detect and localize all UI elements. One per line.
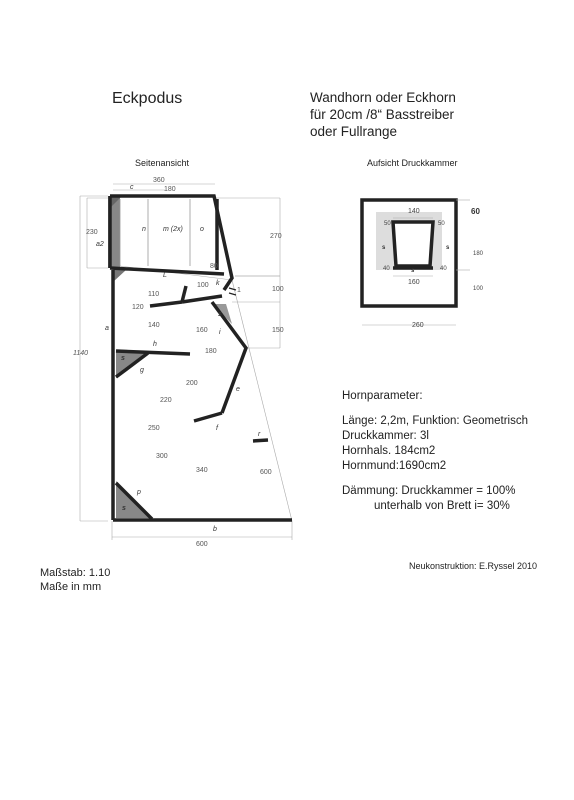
part-j: j <box>184 292 186 299</box>
dim-300: 300 <box>156 453 168 460</box>
top-dim-140: 140 <box>408 208 420 215</box>
part-L: L <box>163 272 167 279</box>
part-s-i: s <box>218 311 222 318</box>
part-s-g: s <box>121 355 125 362</box>
dim-180-inner: 180 <box>205 348 217 355</box>
top-s-bottom: s <box>411 268 415 274</box>
part-e: e <box>236 386 240 393</box>
dim-110: 110 <box>148 291 160 298</box>
top-view-label: Aufsicht Druckkammer <box>367 158 458 168</box>
params-gap-2 <box>342 474 528 484</box>
dim-100-inner: 100 <box>197 282 209 289</box>
horn-parameters <box>342 389 528 514</box>
top-dim-60: 60 <box>471 207 480 216</box>
dim-270: 270 <box>270 233 282 240</box>
dim-360: 360 <box>153 177 165 184</box>
dim-200: 200 <box>186 380 198 387</box>
top-dim-180: 180 <box>473 251 484 257</box>
dim-1: 1 <box>237 287 241 294</box>
part-r: r <box>258 431 261 438</box>
dim-230: 230 <box>86 229 98 236</box>
dim-150: 150 <box>272 327 284 334</box>
part-f: f <box>216 425 218 432</box>
part-i: i <box>219 329 221 336</box>
part-h: h <box>153 341 157 348</box>
top-s-right: s <box>446 245 450 251</box>
top-dim-100: 100 <box>473 286 484 292</box>
subtitle-line-2: für 20cm /8“ Basstreiber <box>310 107 455 122</box>
part-a: a <box>105 325 109 332</box>
chamber-inner <box>393 222 433 266</box>
top-dim-50-left: 50 <box>384 221 391 227</box>
params-length: Länge: 2,2m, Funktion: Geometrisch <box>342 415 529 427</box>
params-throat: Hornhals. 184cm2 <box>342 445 436 457</box>
part-a2: a2 <box>96 241 104 248</box>
dim-120: 120 <box>132 304 144 311</box>
page-title: Eckpodus <box>112 90 183 107</box>
dim-140: 140 <box>148 322 160 329</box>
corner-fill-l <box>113 270 126 282</box>
part-p: p <box>137 489 141 496</box>
top-dim-50-right: 50 <box>438 221 445 227</box>
part-m: m (2x) <box>163 226 183 233</box>
top-s-left: s <box>382 245 386 251</box>
params-damping-1: Dämmung: Druckkammer = 100% <box>342 485 516 497</box>
params-mouth: Hornmund:1690cm2 <box>342 460 447 472</box>
top-dim-40-left: 40 <box>383 266 390 272</box>
part-c: c <box>130 184 134 191</box>
top-view-drawing <box>340 190 500 340</box>
top-dim-160: 160 <box>408 279 420 286</box>
params-heading: Hornparameter: <box>342 390 423 402</box>
params-gap-1 <box>342 404 528 414</box>
dim-220: 220 <box>160 397 172 404</box>
part-n: n <box>142 226 146 233</box>
subtitle-line-1: Wandhorn oder Eckhorn <box>310 90 456 105</box>
scale-line-2: Maße in mm <box>40 581 102 593</box>
subtitle-line-3: oder Fullrange <box>310 124 398 139</box>
scale-line-1: Maßstab: 1.10 <box>40 567 111 579</box>
top-dim-260: 260 <box>412 322 424 329</box>
dim-160: 160 <box>196 327 208 334</box>
part-o: o <box>200 226 204 233</box>
dim-180: 180 <box>164 186 176 193</box>
dim-600-bottom: 600 <box>196 541 208 548</box>
dim-80: 80 <box>210 263 218 270</box>
scale-info <box>40 566 110 594</box>
part-k: k <box>216 280 220 287</box>
dim-340: 340 <box>196 467 208 474</box>
params-damping-2: unterhalb von Brett i= 30% <box>374 500 510 512</box>
credit: Neukonstruktion: E.Ryssel 2010 <box>409 561 538 571</box>
dim-1140: 1140 <box>73 350 89 357</box>
top-dim-40-right: 40 <box>440 266 447 272</box>
dim-100-right: 100 <box>272 286 284 293</box>
dim-250: 250 <box>148 425 160 432</box>
dim-600-side: 600 <box>260 469 272 476</box>
part-g: g <box>140 367 144 374</box>
params-chamber: Druckkammer: 3l <box>342 430 429 442</box>
part-b: b <box>213 526 217 533</box>
part-s-p: s <box>122 505 126 512</box>
side-view-label: Seitenansicht <box>135 158 190 168</box>
